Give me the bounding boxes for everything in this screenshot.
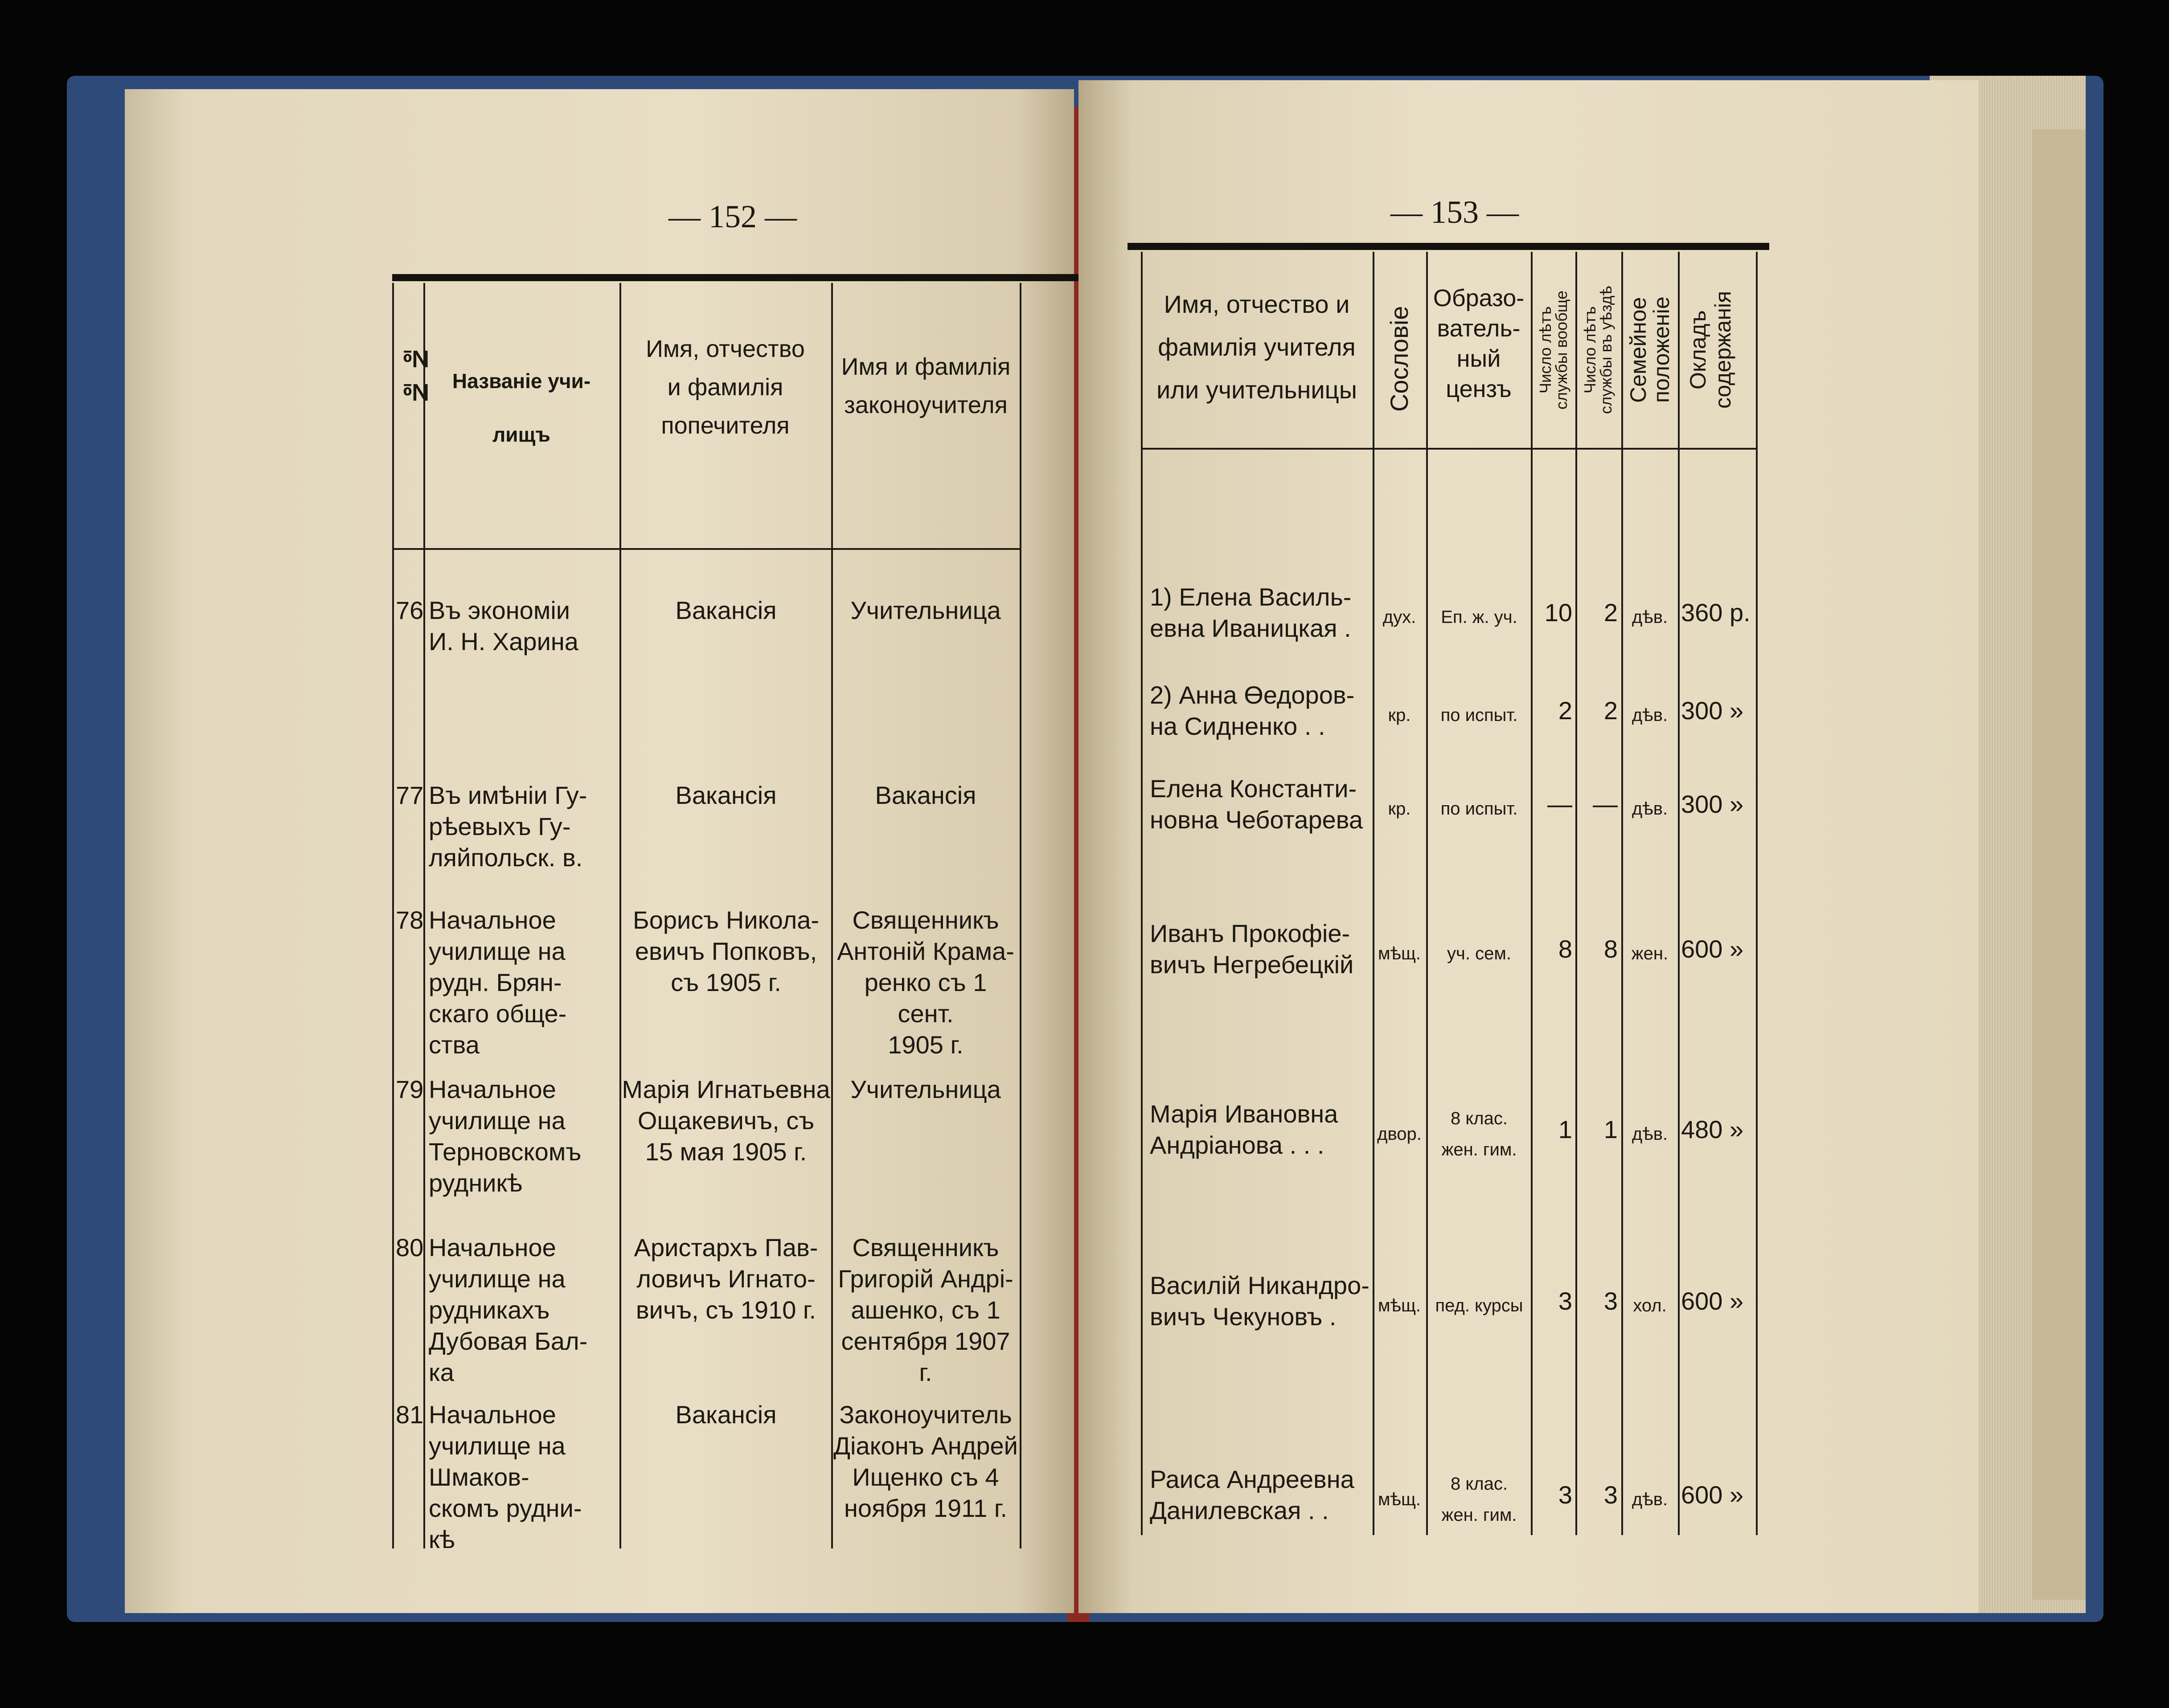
trustee-cell: Вакансія (675, 1401, 777, 1429)
priest-cell: Учительница (850, 596, 1001, 624)
years-district-cell: 1 (1603, 1115, 1618, 1143)
estate-cell: дух. (1382, 607, 1416, 627)
years-total-cell: 1 (1558, 1115, 1572, 1143)
row-number: 79 (396, 1075, 424, 1103)
row-number: 81 (396, 1401, 424, 1429)
row-number: 77 (396, 781, 424, 809)
row-number: 78 (396, 906, 424, 934)
teacher-name-cell: Марія Ивановна Андріанова . . . (1150, 1100, 1338, 1159)
teacher-name-cell: Раиса Андреевна Данилевская . . (1150, 1465, 1354, 1524)
trustee-cell: Борисъ Никола- евичъ Попковъ, съ 1905 г. (632, 906, 820, 996)
family-status-cell: дѣв. (1632, 1490, 1668, 1509)
trustee-cell: Вакансія (675, 781, 777, 809)
salary-cell: 480 » (1681, 1115, 1744, 1143)
page-stack-outer (2032, 129, 2086, 1600)
school-name-cell: Начальное училище на Шмаков- скомъ рудни- кѣ (429, 1401, 582, 1553)
family-status-cell: дѣв. (1632, 1124, 1668, 1144)
header-rule (1128, 243, 1769, 250)
estate-cell: мѣщ. (1378, 944, 1421, 963)
priest-cell: Вакансія (875, 781, 976, 809)
trustee-cell: Марія Игнатьевна Ощакевичъ, съ 15 мая 1905 г. (622, 1075, 830, 1166)
school-name-cell: Въ экономіи И. Н. Харина (429, 596, 578, 655)
years-district-cell: 2 (1603, 598, 1618, 627)
education-cell: по испыт. (1440, 799, 1518, 819)
years-district-cell: 3 (1603, 1481, 1618, 1509)
years-total-cell: 8 (1558, 935, 1572, 963)
trustee-cell: Вакансія (675, 596, 777, 624)
estate-cell: кр. (1388, 799, 1411, 819)
estate-cell: кр. (1388, 705, 1411, 725)
page-number: — 153 — (1390, 194, 1519, 230)
salary-cell: 600 » (1681, 935, 1744, 963)
header-num: № № (402, 345, 429, 406)
salary-cell: 300 » (1681, 790, 1744, 818)
years-total-cell: — (1547, 790, 1572, 818)
teacher-name-cell: 1) Елена Василь- евна Иваницкая . (1150, 583, 1352, 642)
header-name: Имя, отчество и фамилія учителя или учительницы (1156, 290, 1357, 404)
education-cell: уч. сем. (1447, 944, 1511, 963)
estate-cell: двор. (1377, 1124, 1422, 1144)
right-page (1078, 80, 1979, 1613)
years-total-cell: 3 (1558, 1481, 1572, 1509)
education-cell: 8 клас. жен. гим. (1441, 1474, 1517, 1525)
years-district-cell: — (1593, 790, 1618, 818)
left-page (125, 89, 1074, 1613)
priest-cell: Священникъ Григорій Андрі- ашенко, съ 1 сентября 1907 г. (838, 1233, 1013, 1386)
schools-table (392, 283, 1177, 1553)
school-name-cell: Начальное училище на Терновскомъ рудникѣ (429, 1075, 582, 1197)
header-salary: Окладъ содержанія (1685, 291, 1735, 409)
teacher-name-cell: Василій Никандро- вичъ Чекуновъ . (1150, 1271, 1369, 1331)
family-status-cell: дѣв. (1632, 607, 1668, 627)
family-status-cell: жен. (1631, 944, 1669, 963)
row-number: 76 (396, 596, 424, 624)
family-status-cell: дѣв. (1632, 705, 1668, 725)
salary-cell: 600 » (1681, 1287, 1744, 1315)
teacher-name-cell: 2) Анна Өедоров- на Сидненко . . (1150, 681, 1355, 740)
school-name-cell: Начальное училище на рудн. Брян- скаго обще- ства (429, 906, 567, 1059)
row-number: 80 (396, 1233, 424, 1262)
education-cell: Еп. ж. уч. (1441, 607, 1517, 627)
header-rule (392, 274, 1177, 281)
education-cell: 8 клас. жен. гим. (1441, 1109, 1517, 1159)
header-family: Семейное положеніе (1626, 296, 1674, 403)
trustee-cell: Аристархъ Пав- ловичъ Игнато- вичъ, съ 1910 г. (634, 1233, 818, 1324)
header-estate: Сословіе (1385, 306, 1413, 412)
header-years-total: Число лѣтъ службы вообще (1536, 290, 1570, 410)
header-years-district: Число лѣтъ службы въ уѣздѣ (1581, 286, 1615, 414)
page-number: — 152 — (668, 199, 797, 234)
years-district-cell: 3 (1603, 1287, 1618, 1315)
estate-cell: мѣщ. (1378, 1490, 1421, 1509)
teachers-table (1141, 252, 1783, 1535)
header-education: Образо- ватель- ный цензъ (1433, 285, 1525, 402)
header-priest: Имя и фамилія законоучителя (841, 353, 1011, 418)
priest-cell: Учительница (850, 1075, 1001, 1103)
education-cell: по испыт. (1440, 705, 1518, 725)
priest-cell: Законоучитель Діаконъ Андрей Ищенко съ 4 ноября 1911 г. (833, 1401, 1018, 1522)
years-total-cell: 10 (1544, 598, 1572, 627)
years-total-cell: 3 (1558, 1287, 1572, 1315)
priest-cell: Священникъ Антоній Крама- ренко съ 1 сент. 1905 г. (837, 906, 1014, 1059)
salary-cell: 300 » (1681, 696, 1744, 725)
salary-cell: 360 р. (1681, 598, 1751, 627)
family-status-cell: дѣв. (1632, 799, 1668, 819)
school-name-cell: Въ имѣніи Гу- рѣевыхъ Гу- ляйпольск. в. (429, 781, 587, 872)
school-name-cell: Начальное училище на рудникахъ Дубовая Бал- ка (429, 1233, 588, 1386)
years-district-cell: 2 (1603, 696, 1618, 725)
salary-cell: 600 » (1681, 1481, 1744, 1509)
teacher-name-cell: Елена Константи- новна Чеботарева (1150, 774, 1363, 834)
years-total-cell: 2 (1558, 696, 1572, 725)
family-status-cell: хол. (1633, 1296, 1667, 1315)
education-cell: пед. курсы (1435, 1296, 1523, 1315)
estate-cell: мѣщ. (1378, 1296, 1421, 1315)
header-school: Названіе учи- лищъ (452, 369, 591, 446)
header-trustee: Имя, отчество и фамилія попечителя (646, 336, 805, 439)
years-district-cell: 8 (1603, 935, 1618, 963)
teacher-name-cell: Иванъ Прокофіе- вичъ Негребецкій (1150, 919, 1354, 979)
